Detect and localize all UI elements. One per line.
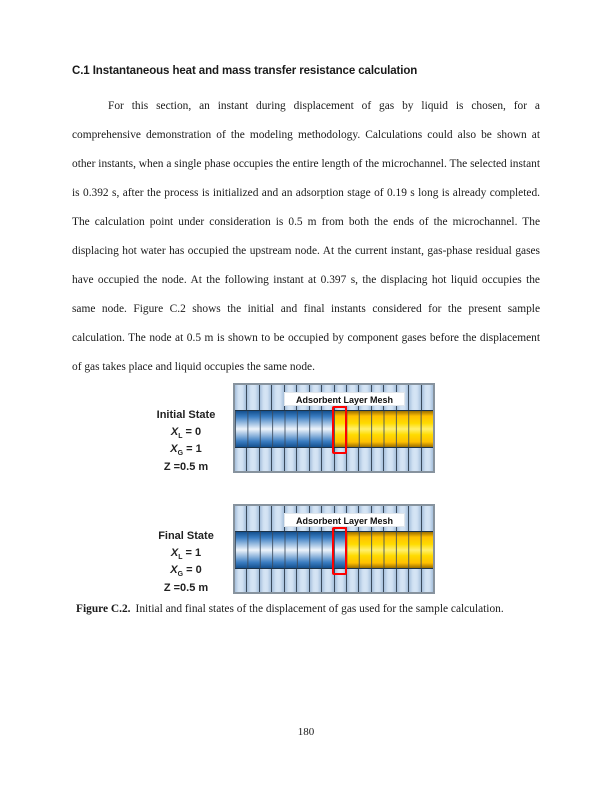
initial-state-title: Initial State [156, 409, 216, 421]
highlighted-node [332, 527, 347, 575]
xl-equation: = 1 [182, 547, 202, 560]
xg-equation: = 0 [183, 564, 202, 577]
initial-xg-value [128, 441, 244, 458]
xg-equation: = 1 [183, 443, 202, 456]
body-paragraph: For this section, an instant during displacement of gas by liquid is chosen, for a comprehensive demonstration of the modeling methodology. Calculations could also be shown at other instants, when a single phase occupies the entire length of the microchannel. The selected instant is 0.392 s, after the process is initialized and an adsorption stage of 0.19 s long is already completed. The calculation point under consideration is 0.5 m from both the ends of the microchannel. The displacing hot water has occupied the upstream node. At the current instant, gas-phase residual gases have occupied the node. At the following instant at 0.397 s, the displacing hot liquid occupies the same node. Figure C.2 shows the initial and final instants considered for the present sample calculation. The node at 0.5 m is shown to be occupied by component gases before the displacement of gas takes place and liquid occupies the same node. [72, 100, 540, 373]
page-number: 180 [297, 726, 315, 738]
initial-z-value: Z =0.5 m [163, 460, 209, 473]
xl-subscript: L [178, 554, 183, 562]
mesh-diagram-final [233, 504, 435, 594]
adsorbent-layer-mesh-label: Adsorbent Layer Mesh [284, 513, 405, 527]
figure-caption-text: Initial and final states of the displacement of gas used for the sample calculation. [135, 603, 504, 615]
figure-caption [76, 601, 542, 618]
mesh-diagram-initial [233, 383, 435, 473]
xl-equation: = 0 [182, 426, 202, 439]
adsorbent-layer-mesh-label: Adsorbent Layer Mesh [284, 392, 405, 406]
xg-subscript: G [177, 450, 184, 458]
initial-xl-value [128, 424, 244, 441]
xl-symbol: X [170, 547, 179, 560]
xg-symbol: X [170, 443, 178, 456]
xg-subscript: G [177, 571, 184, 579]
section-heading: C.1 Instantaneous heat and mass transfer resistance calculation [72, 65, 418, 77]
initial-state-labels [128, 407, 244, 476]
figure-caption-label: Figure C.2. [76, 603, 131, 615]
xl-symbol: X [170, 426, 179, 439]
final-xl-value [128, 545, 244, 562]
final-z-value: Z =0.5 m [163, 581, 209, 594]
xl-subscript: L [178, 433, 183, 441]
final-state-title: Final State [158, 530, 214, 542]
xg-symbol: X [170, 564, 178, 577]
highlighted-node [332, 406, 347, 454]
final-state-labels [128, 528, 244, 597]
final-xg-value [128, 562, 244, 579]
